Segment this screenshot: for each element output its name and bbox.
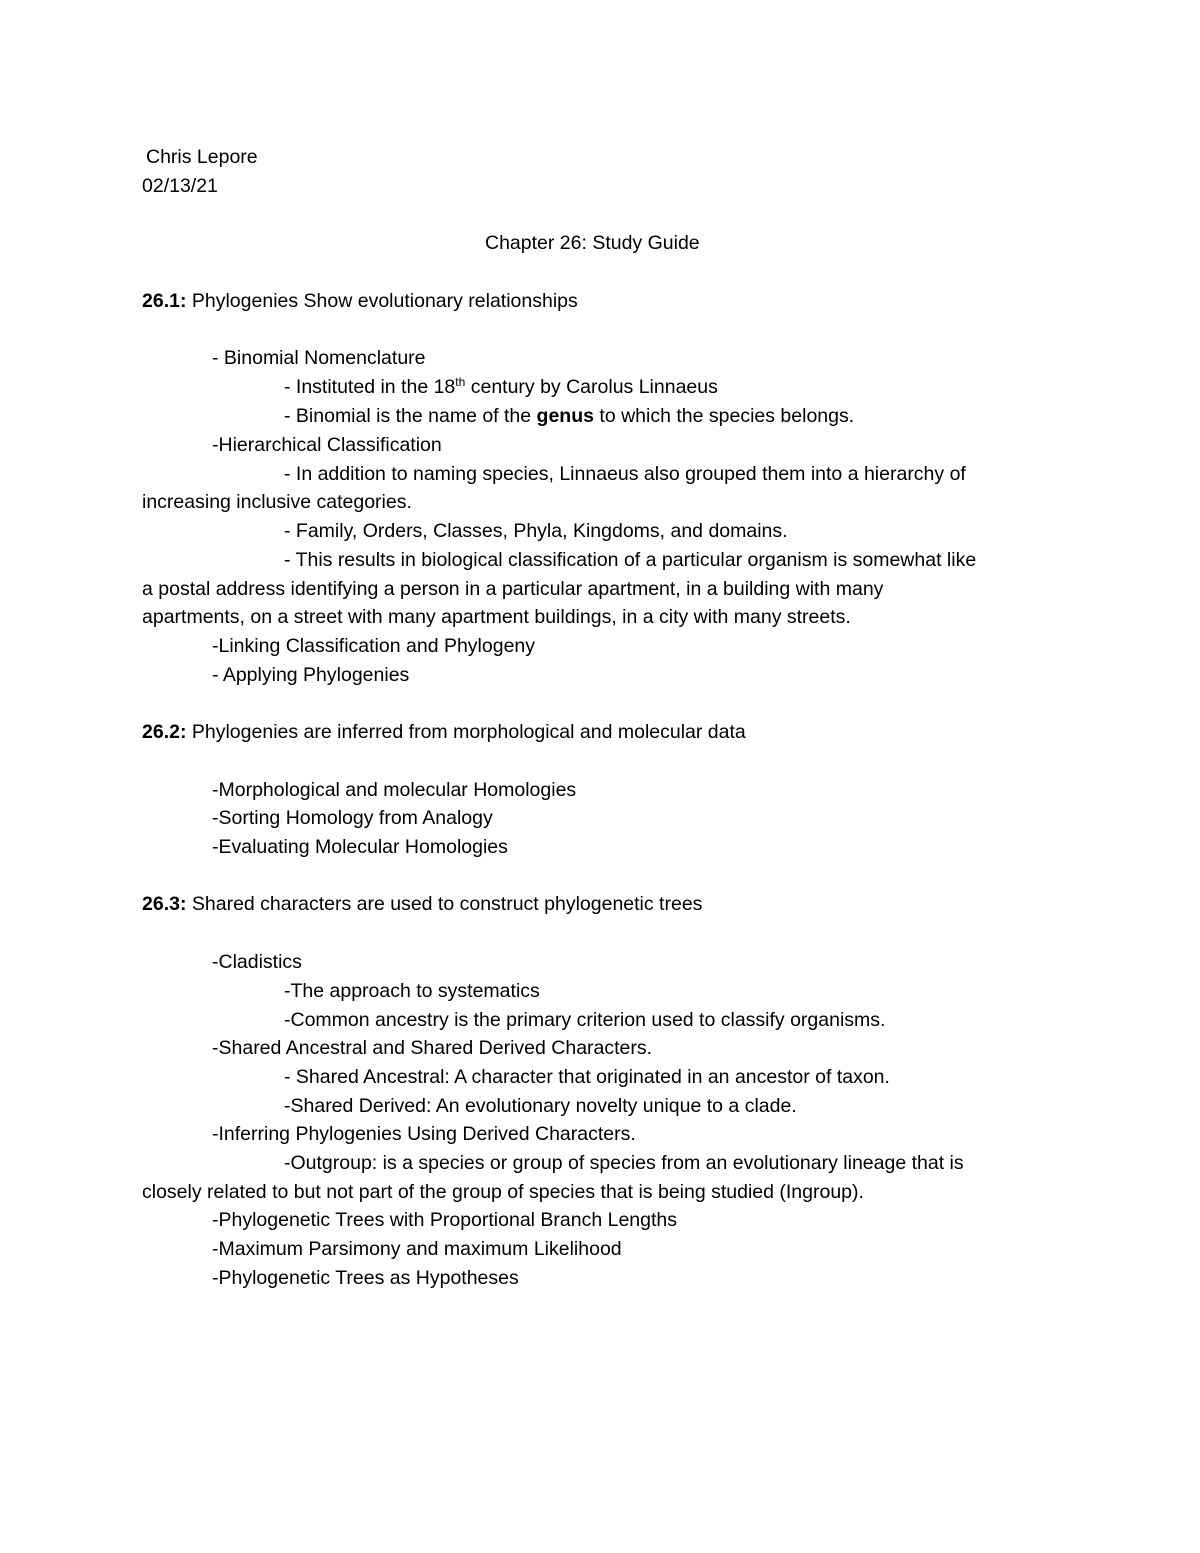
outline-continuation: closely related to but not part of the group of species that is being studied (Ingroup). [142, 1181, 864, 1203]
outline-subitem: -Outgroup: is a species or group of species from an evolutionary lineage that is [284, 1152, 964, 1174]
section-heading: 26.1: Phylogenies Show evolutionary relationships [142, 290, 578, 312]
document-date: 02/13/21 [142, 175, 218, 197]
outline-subitem: - In addition to naming species, Linnaeus also grouped them into a hierarchy of [284, 463, 966, 485]
outline-item: -Shared Ancestral and Shared Derived Characters. [212, 1037, 653, 1059]
section-heading: 26.2: Phylogenies are inferred from morphological and molecular data [142, 721, 746, 743]
outline-subitem: - Binomial is the name of the genus to which the species belongs. [284, 405, 855, 427]
outline-item: -Inferring Phylogenies Using Derived Characters. [212, 1123, 636, 1145]
outline-item: -Maximum Parsimony and maximum Likelihood [212, 1238, 622, 1260]
bold-term: genus [536, 405, 594, 427]
outline-continuation: increasing inclusive categories. [142, 491, 412, 513]
outline-item: -Sorting Homology from Analogy [212, 807, 493, 829]
outline-item: -Phylogenetic Trees as Hypotheses [212, 1267, 519, 1289]
author-name: Chris Lepore [146, 146, 258, 168]
section-title: Shared characters are used to construct phylogenetic trees [191, 893, 703, 915]
section-number: 26.2 [142, 721, 180, 743]
outline-item: -Linking Classification and Phylogeny [212, 635, 536, 657]
superscript: th [455, 375, 466, 389]
outline-subitem: -Shared Derived: An evolutionary novelty unique to a clade. [284, 1095, 797, 1117]
outline-subitem: -The approach to systematics [284, 980, 540, 1002]
section-title: Phylogenies are inferred from morphological and molecular data [191, 721, 746, 743]
outline-subitem: - Family, Orders, Classes, Phyla, Kingdoms, and domains. [284, 520, 788, 542]
outline-item: -Hierarchical Classification [212, 434, 442, 456]
section-number: 26.3 [142, 893, 180, 915]
outline-item: -Morphological and molecular Homologies [212, 779, 577, 801]
outline-subitem: - This results in biological classification of a particular organism is somewhat like [284, 549, 977, 571]
section-title: Phylogenies Show evolutionary relationships [191, 290, 578, 312]
outline-continuation: a postal address identifying a person in a particular apartment, in a building with many [142, 578, 884, 600]
outline-subitem: - Shared Ancestral: A character that originated in an ancestor of taxon. [284, 1066, 890, 1088]
outline-item: -Phylogenetic Trees with Proportional Branch Lengths [212, 1209, 678, 1231]
outline-subitem: -Common ancestry is the primary criterion used to classify organisms. [284, 1009, 886, 1031]
outline-continuation: apartments, on a street with many apartment buildings, in a city with many streets. [142, 606, 851, 628]
outline-item: - Binomial Nomenclature [212, 347, 426, 369]
page-title: Chapter 26: Study Guide [485, 232, 700, 254]
outline-item: -Evaluating Molecular Homologies [212, 836, 508, 858]
section-number: 26.1 [142, 290, 180, 312]
section-heading: 26.3: Shared characters are used to construct phylogenetic trees [142, 893, 703, 915]
outline-item: -Cladistics [212, 951, 302, 973]
outline-item: - Applying Phylogenies [212, 664, 410, 686]
outline-subitem: - Instituted in the 18th century by Carolus Linnaeus [284, 375, 718, 398]
